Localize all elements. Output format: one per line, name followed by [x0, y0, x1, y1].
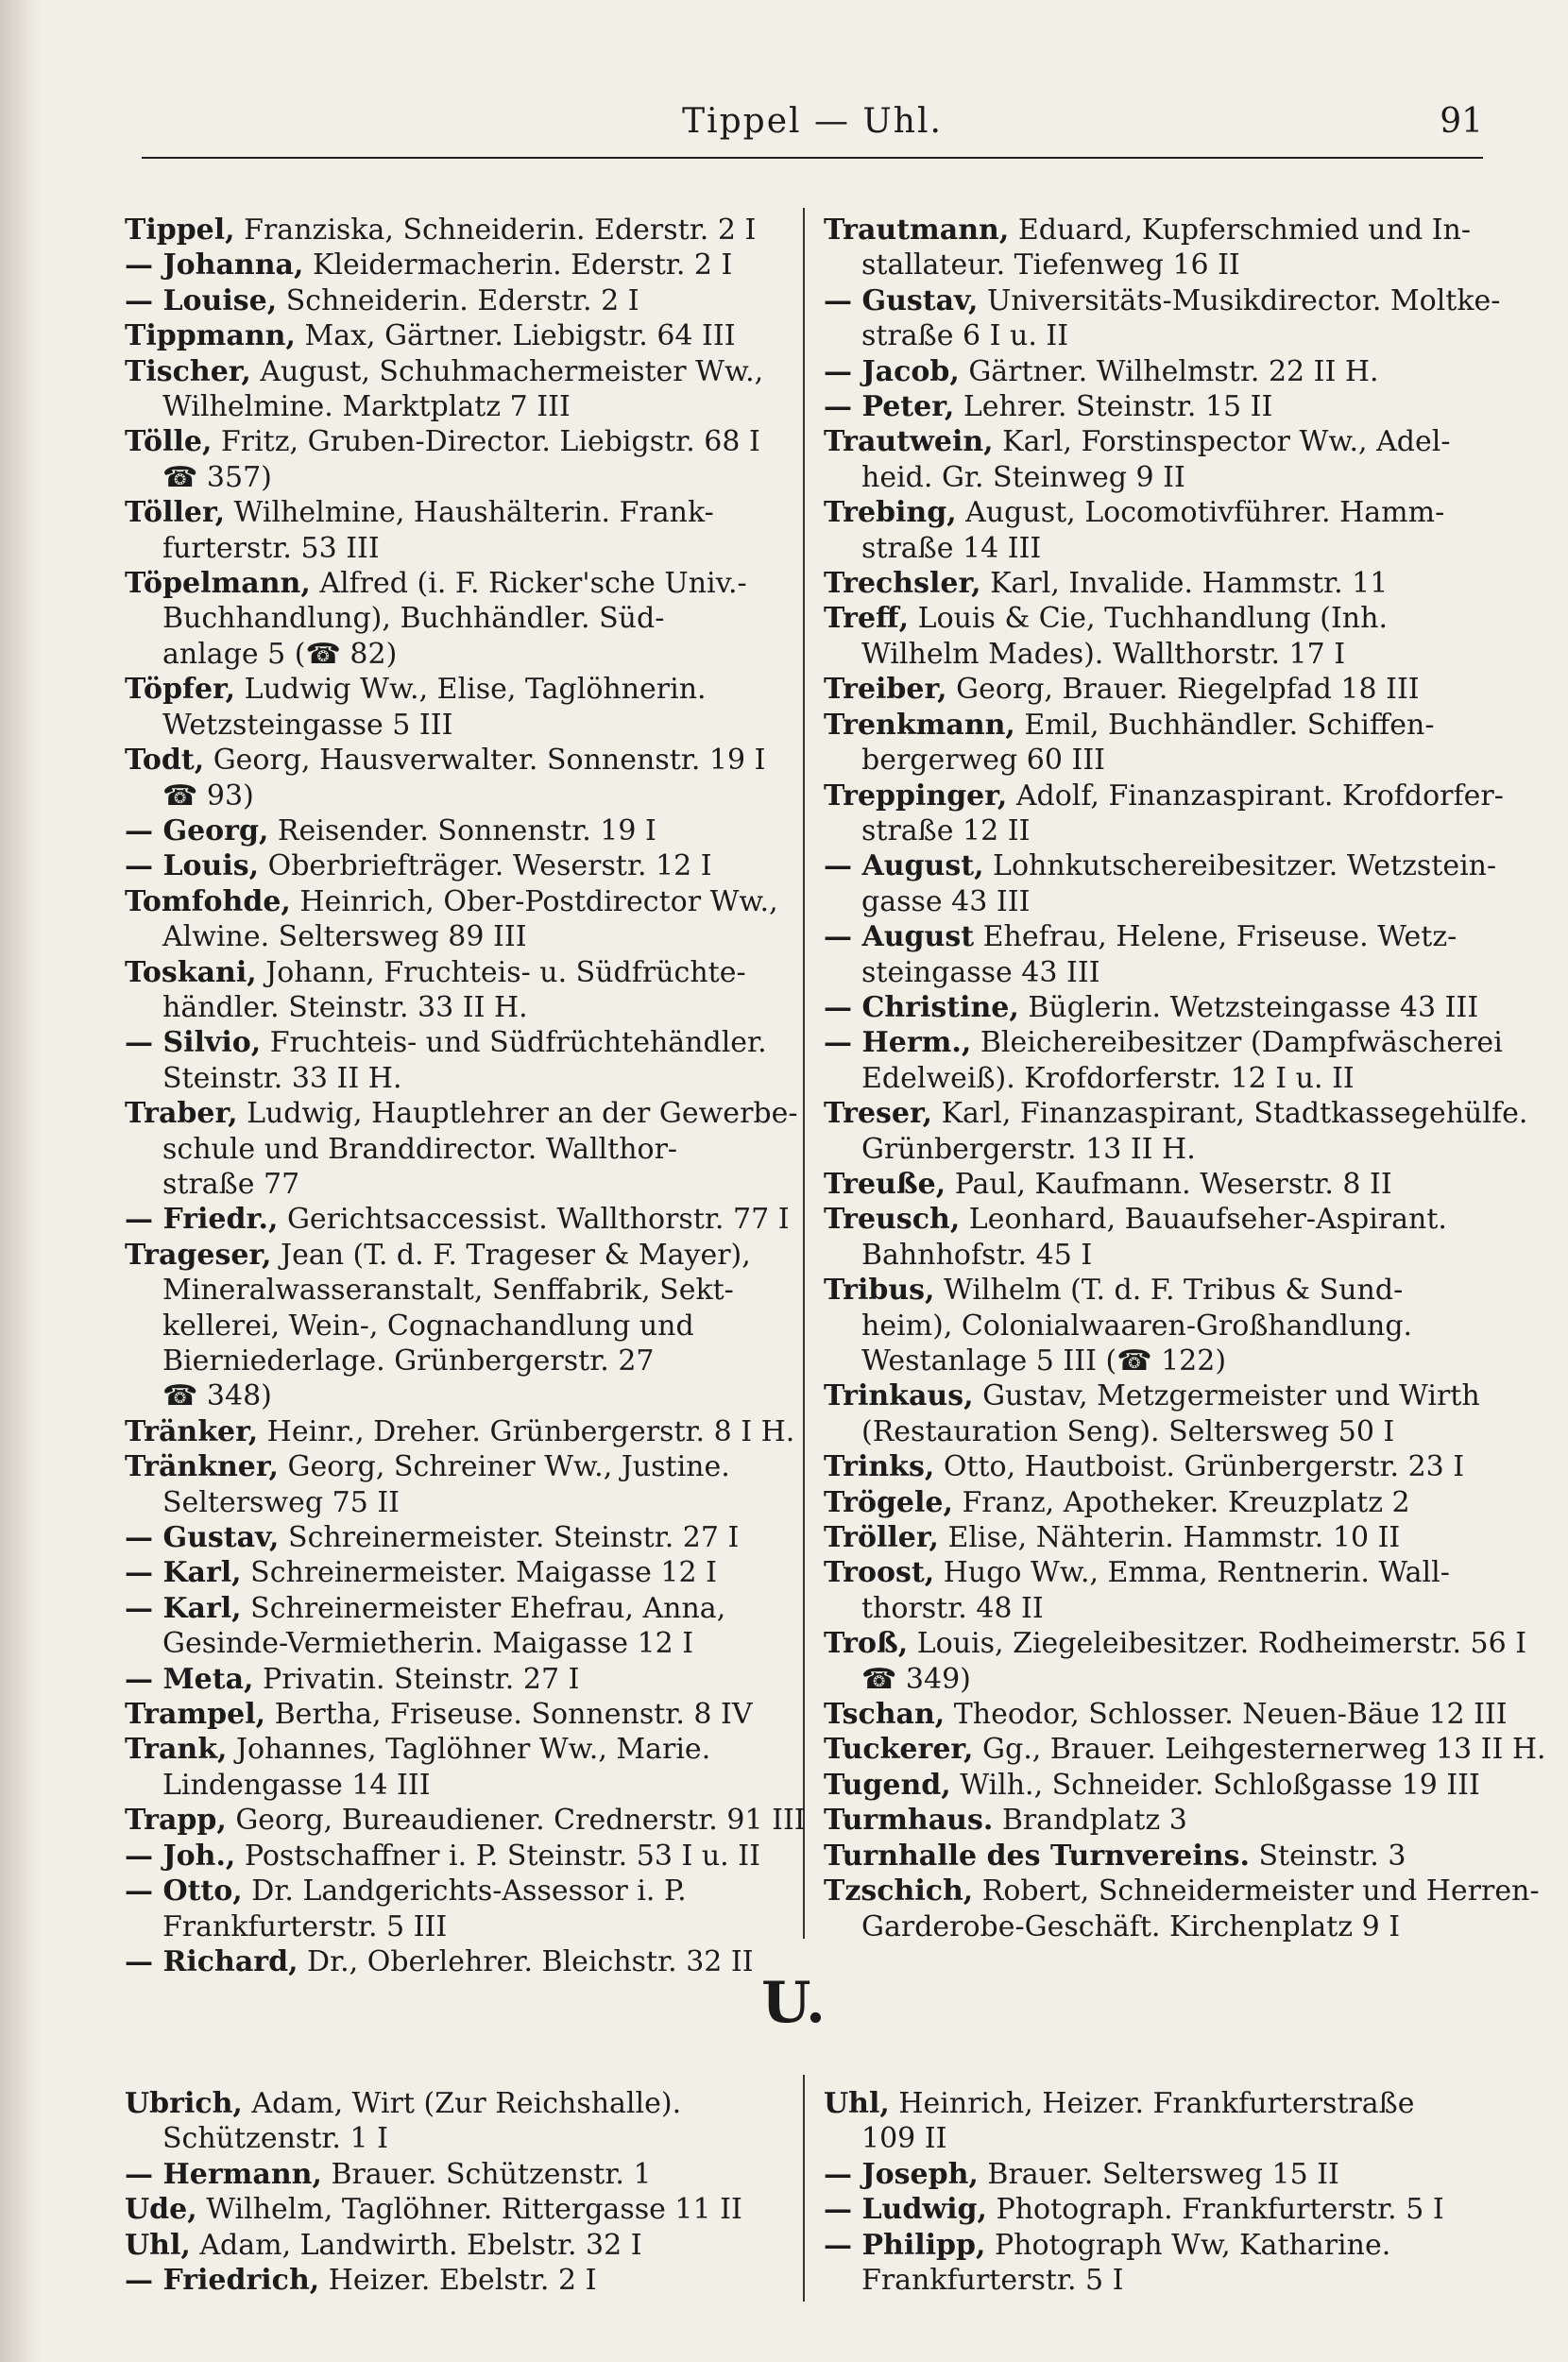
- entry-text: Brauer. Schützenstr. 1: [321, 2157, 652, 2191]
- directory-entry: [125, 1874, 778, 1944]
- entry-continuation: straße 12 II: [861, 813, 1031, 847]
- entry-name: Trautmann,: [824, 214, 1010, 247]
- entry-continuation: Edelweiß). Krofdorferstr. 12 I u. II: [861, 1061, 1355, 1095]
- entry-text: Karl, Finanzaspirant, Stadtkassegehülfe.: [932, 1097, 1528, 1131]
- directory-entry: [125, 2157, 778, 2192]
- directory-entry: [824, 1839, 1496, 1874]
- directory-entry: [125, 2228, 778, 2263]
- entry-continuation: händler. Steinstr. 33 II H.: [162, 990, 528, 1024]
- directory-entry: [824, 1485, 1496, 1520]
- entry-continuation: Garderobe-Geschäft. Kirchenplatz 9 I: [861, 1909, 1401, 1943]
- directory-entry: [824, 1555, 1496, 1626]
- entry-text: Otto, Hautboist. Grünbergerstr. 23 I: [934, 1450, 1465, 1484]
- entry-text: Heinr., Dreher. Grünbergerstr. 8 I H.: [258, 1414, 795, 1448]
- entry-name: — Richard,: [125, 1944, 298, 1978]
- entry-text: Bertha, Friseuse. Sonnenstr. 8 IV: [265, 1698, 753, 1732]
- directory-entry: [125, 2086, 778, 2157]
- entry-text: Theodor, Schlosser. Neuen-Bäue 12 III: [945, 1698, 1508, 1732]
- entry-name: Ude,: [125, 2193, 197, 2227]
- entry-name: Traber,: [125, 1097, 238, 1131]
- entry-text: Wilh., Schneider. Schloßgasse 19 III: [950, 1768, 1480, 1802]
- entry-text: Lohnkutschereibesitzer. Wetzstein-: [983, 849, 1497, 883]
- directory-entry: [824, 672, 1496, 707]
- directory-entry: [824, 1202, 1496, 1273]
- directory-entry: [824, 1449, 1496, 1484]
- entry-name: Trageser,: [125, 1238, 272, 1272]
- directory-entry: [125, 1697, 778, 1732]
- directory-entry: [824, 1273, 1496, 1378]
- entry-text: August, Locomotivführer. Hamm-: [956, 496, 1445, 530]
- directory-entry: [125, 566, 778, 672]
- directory-entry: [824, 708, 1496, 779]
- entry-name: Tröller,: [824, 1521, 939, 1555]
- entry-name: Tränkner,: [125, 1450, 279, 1484]
- entry-name: Tribus,: [824, 1274, 935, 1308]
- directory-entry: [824, 424, 1496, 495]
- entry-name: — Joseph,: [824, 2157, 979, 2191]
- entry-continuation: straße 6 I u. II: [861, 319, 1069, 353]
- entry-name: Trinks,: [824, 1450, 935, 1484]
- entry-text: Karl, Forstinspector Ww., Adel-: [993, 425, 1451, 459]
- directory-entry: [824, 566, 1496, 601]
- directory-entry: [125, 1414, 795, 1449]
- entry-continuation: Frankfurterstr. 5 III: [162, 1909, 448, 1943]
- directory-entry: [125, 354, 778, 425]
- entry-continuation: Schützenstr. 1 I: [162, 2122, 388, 2156]
- entry-text: Fruchteis- und Südfrüchtehändler.: [261, 1026, 767, 1060]
- entry-text: Büglerin. Wetzsteingasse 43 III: [1018, 990, 1479, 1024]
- entry-name: Tischer,: [125, 354, 251, 388]
- entry-name: — Ludwig,: [824, 2193, 987, 2227]
- directory-entry: [824, 283, 1501, 354]
- directory-entry: [824, 213, 1496, 283]
- directory-entry: [125, 1025, 778, 1096]
- entry-name: — August: [824, 920, 975, 954]
- entry-name: Toskani,: [125, 955, 257, 989]
- entry-text: Ehefrau, Helene, Friseuse. Wetz-: [974, 920, 1457, 954]
- entry-name: — Silvio,: [125, 1026, 262, 1060]
- entry-name: — Jacob,: [824, 354, 960, 388]
- column-divider-u: [803, 2075, 805, 2302]
- entry-text: Eduard, Kupferschmied und In-: [1009, 214, 1471, 247]
- column-divider: [803, 208, 805, 1939]
- entry-continuation: straße 14 III: [861, 531, 1042, 565]
- entry-continuation: 109 II: [861, 2122, 947, 2156]
- entry-text: Oberbriefträger. Weserstr. 12 I: [259, 849, 712, 883]
- entry-name: Töpelmann,: [125, 567, 311, 601]
- entry-name: — Joh.,: [125, 1839, 236, 1873]
- entry-name: Treuße,: [824, 1167, 946, 1201]
- entry-text: Gustav, Metzgermeister und Wirth: [973, 1379, 1480, 1413]
- entry-text: Ludwig Ww., Elise, Taglöhnerin.: [235, 673, 707, 707]
- entry-text: Steinstr. 3: [1249, 1839, 1406, 1873]
- directory-entry: [125, 1662, 778, 1697]
- directory-entry: [824, 1732, 1546, 1767]
- entry-continuation: (Restauration Seng). Seltersweg 50 I: [861, 1414, 1395, 1448]
- directory-entry: [125, 283, 778, 318]
- directory-entry: [125, 1520, 778, 1555]
- entry-text: Lehrer. Steinstr. 15 II: [954, 390, 1273, 424]
- entry-text: Brandplatz 3: [993, 1804, 1187, 1838]
- entry-continuation: Frankfurterstr. 5 I: [861, 2264, 1124, 2298]
- directory-entry: [125, 672, 778, 743]
- entry-name: — Otto,: [125, 1874, 243, 1908]
- entry-continuation: heid. Gr. Steinweg 9 II: [861, 460, 1185, 494]
- directory-entry: [125, 1803, 806, 1838]
- entry-name: — Gustav,: [824, 283, 979, 317]
- entry-text: Photograph. Frankfurterstr. 5 I: [986, 2193, 1444, 2227]
- entry-text: Hugo Ww., Emma, Rentnerin. Wall-: [934, 1556, 1450, 1590]
- entry-continuation: Gesinde-Vermietherin. Maigasse 12 I: [162, 1627, 694, 1661]
- entry-name: Trampel,: [125, 1698, 266, 1732]
- entry-name: — Friedrich,: [125, 2264, 320, 2298]
- entry-continuation: Lindengasse 14 III: [162, 1768, 431, 1802]
- entry-name: — Karl,: [125, 1556, 242, 1590]
- entry-text: Johann, Fruchteis- u. Südfrüchte-: [256, 955, 746, 989]
- directory-entry: [824, 1167, 1496, 1202]
- entry-text: Jean (T. d. F. Trageser & Mayer),: [271, 1238, 751, 1272]
- entry-name: Tschan,: [824, 1698, 946, 1732]
- directory-entry: [824, 1626, 1527, 1697]
- directory-entry: [125, 743, 778, 813]
- entry-text: August, Schuhmachermeister Ww.,: [250, 354, 764, 388]
- directory-entry: [125, 955, 778, 1026]
- directory-entry: [824, 1096, 1528, 1167]
- entry-name: Treser,: [824, 1097, 933, 1131]
- entry-text: Leonhard, Bauaufseher-Aspirant.: [960, 1203, 1447, 1237]
- entry-text: Louis, Ziegeleibesitzer. Rodheimerstr. 56 I: [908, 1627, 1527, 1661]
- directory-entry: [824, 919, 1496, 990]
- entry-text: Georg, Bureaudiener. Crednerstr. 91 III: [226, 1804, 806, 1838]
- entry-name: — Friedr.,: [125, 1203, 279, 1237]
- entry-name: Tippel,: [125, 214, 235, 247]
- directory-entry: [824, 1378, 1496, 1449]
- entry-name: Tomfohde,: [125, 884, 291, 918]
- header-rule: [142, 157, 1483, 159]
- entry-name: Trapp,: [125, 1804, 227, 1838]
- entry-continuation: Buchhandlung), Buchhändler. Süd-: [162, 602, 665, 636]
- entry-text: Louis & Cie, Tuchhandlung (Inh.: [909, 602, 1388, 636]
- directory-entry: [125, 1202, 790, 1237]
- entry-name: Trautwein,: [824, 425, 994, 459]
- entry-name: Turnhalle des Turnvereins.: [824, 1839, 1250, 1873]
- entry-text: Johannes, Taglöhner Ww., Marie.: [227, 1733, 711, 1767]
- directory-entry: [125, 1449, 778, 1520]
- entry-continuation: stallateur. Tiefenweg 16 II: [861, 248, 1240, 282]
- entry-text: Karl, Invalide. Hammstr. 11: [980, 567, 1389, 601]
- entry-text: Heinrich, Heizer. Frankfurterstraße: [889, 2087, 1415, 2120]
- directory-entry: [824, 354, 1496, 389]
- directory-entry: [125, 848, 778, 883]
- entry-name: Tuckerer,: [824, 1733, 974, 1767]
- directory-entry: [125, 884, 778, 955]
- directory-entry: [125, 1591, 778, 1662]
- directory-entry: [125, 424, 778, 495]
- entry-text: Gg., Brauer. Leihgesternerweg 13 II H.: [973, 1733, 1546, 1767]
- entry-text: Wilhelm (T. d. F. Tribus & Sund-: [934, 1274, 1404, 1308]
- entry-name: Troost,: [824, 1556, 935, 1590]
- entry-name: Troß,: [824, 1627, 909, 1661]
- entry-name: Ubrich,: [125, 2087, 243, 2120]
- entry-text: Fritz, Gruben-Director. Liebigstr. 68 I: [212, 425, 760, 459]
- entry-text: Photograph Ww, Katharine.: [985, 2228, 1391, 2262]
- directory-entry: [824, 2192, 1496, 2227]
- entry-continuation: Wilhelmine. Marktplatz 7 III: [162, 390, 571, 424]
- entry-text: Heinrich, Ober-Postdirector Ww.,: [290, 884, 778, 918]
- entry-text: Gerichtsaccessist. Wallthorstr. 77 I: [278, 1203, 790, 1237]
- entry-continuation: ☎ 357): [162, 460, 272, 494]
- entry-text: Adam, Wirt (Zur Reichshalle).: [242, 2087, 682, 2120]
- entry-text: Schreinermeister. Steinstr. 27 I: [279, 1521, 740, 1555]
- entry-continuation: ☎ 349): [861, 1662, 971, 1696]
- left-column: [125, 213, 806, 1979]
- directory-entry: [824, 848, 1496, 919]
- directory-entry: [824, 1025, 1503, 1096]
- entry-name: Trechsler,: [824, 567, 981, 601]
- binding-edge: [0, 0, 42, 2362]
- running-title: Tippel — Uhl.: [682, 102, 943, 141]
- entry-name: Trinkaus,: [824, 1379, 974, 1413]
- entry-continuation: Alwine. Seltersweg 89 III: [162, 920, 527, 954]
- entry-name: Trögele,: [824, 1485, 953, 1519]
- entry-name: — Johanna,: [125, 248, 304, 282]
- entry-text: Alfred (i. F. Ricker'sche Univ.-: [310, 567, 747, 601]
- entry-continuation: gasse 43 III: [861, 884, 1031, 918]
- directory-entry: [125, 813, 778, 848]
- directory-entry: [824, 1768, 1496, 1803]
- entry-name: Trank,: [125, 1733, 228, 1767]
- entry-name: — Herm.,: [824, 1026, 972, 1060]
- entry-text: Ludwig, Hauptlehrer an der Gewerbe-: [237, 1097, 798, 1131]
- entry-name: Tzschich,: [824, 1874, 974, 1908]
- entry-continuation: Bahnhofstr. 45 I: [861, 1238, 1093, 1272]
- entry-name: Treppinger,: [824, 779, 1008, 813]
- directory-entry: [125, 1944, 778, 1979]
- entry-name: — Meta,: [125, 1662, 254, 1696]
- directory-entry: [125, 1732, 778, 1803]
- directory-entry: [125, 2192, 778, 2227]
- entry-continuation: Grünbergerstr. 13 II H.: [861, 1132, 1196, 1166]
- entry-text: Georg, Brauer. Riegelpfad 18 III: [946, 673, 1420, 707]
- entry-name: — Peter,: [824, 390, 955, 424]
- entry-text: Adolf, Finanzaspirant. Krofdorfer-: [1007, 779, 1504, 813]
- directory-entry: [125, 318, 778, 353]
- entry-name: — August,: [824, 849, 984, 883]
- entry-continuation: heim), Colonialwaaren-Großhandlung.: [861, 1309, 1413, 1343]
- entry-text: Wilhelmine, Haushälterin. Frank-: [225, 496, 714, 530]
- entry-continuation: Bierniederlage. Grünbergerstr. 27: [162, 1344, 655, 1378]
- entry-continuation: ☎ 348): [162, 1379, 272, 1413]
- entry-name: — Georg,: [125, 813, 269, 847]
- entry-name: — Louise,: [125, 283, 278, 317]
- directory-entry: [824, 2228, 1496, 2299]
- entry-continuation: anlage 5 (☎ 82): [162, 637, 398, 671]
- page-number: 91: [1440, 102, 1483, 141]
- entry-name: Tränker,: [125, 1414, 259, 1448]
- entry-text: Franz, Apotheker. Kreuzplatz 2: [952, 1485, 1410, 1519]
- entry-continuation: furterstr. 53 III: [162, 531, 380, 565]
- entry-name: — Philipp,: [824, 2228, 986, 2262]
- directory-entry: [824, 990, 1496, 1025]
- entry-text: Heizer. Ebelstr. 2 I: [319, 2264, 597, 2298]
- directory-entry: [125, 248, 778, 282]
- directory-entry: [824, 601, 1496, 672]
- entry-text: Schreinermeister. Maigasse 12 I: [241, 1556, 717, 1590]
- entry-text: Kleidermacherin. Ederstr. 2 I: [303, 248, 733, 282]
- entry-name: Uhl,: [125, 2228, 191, 2262]
- entry-continuation: steingasse 43 III: [861, 955, 1100, 989]
- entry-text: Wilhelm, Taglöhner. Rittergasse 11 II: [196, 2193, 742, 2227]
- entry-text: Reisender. Sonnenstr. 19 I: [268, 813, 656, 847]
- entry-name: Turmhaus.: [824, 1804, 994, 1838]
- directory-entry: [125, 1096, 798, 1202]
- entry-text: Robert, Schneidermeister und Herren-: [973, 1874, 1540, 1908]
- entry-continuation: Westanlage 5 III (☎ 122): [861, 1344, 1227, 1378]
- directory-entry: [824, 2157, 1496, 2192]
- entry-name: Tölle,: [125, 425, 213, 459]
- entry-continuation: Seltersweg 75 II: [162, 1485, 401, 1519]
- directory-entry: [824, 495, 1496, 566]
- u-left-column: [125, 2086, 778, 2298]
- entry-continuation: kellerei, Wein-, Cognachandlung und: [162, 1309, 694, 1343]
- entry-continuation: bergerweg 60 III: [861, 744, 1106, 778]
- entry-continuation: ☎ 93): [162, 779, 254, 813]
- entry-text: Schreinermeister Ehefrau, Anna,: [241, 1591, 726, 1625]
- entry-name: Treusch,: [824, 1203, 961, 1237]
- entry-name: — Karl,: [125, 1591, 242, 1625]
- entry-text: Privatin. Steinstr. 27 I: [253, 1662, 580, 1696]
- entry-text: Paul, Kaufmann. Weserstr. 8 II: [946, 1167, 1392, 1201]
- entry-name: Todt,: [125, 744, 205, 778]
- entry-name: Töpfer,: [125, 673, 236, 707]
- entry-text: Adam, Landwirth. Ebelstr. 32 I: [190, 2228, 642, 2262]
- entry-name: Trenkmann,: [824, 708, 1015, 742]
- entry-text: Brauer. Seltersweg 15 II: [978, 2157, 1339, 2191]
- entry-continuation: Wilhelm Mades). Wallthorstr. 17 I: [861, 637, 1346, 671]
- directory-entry: [824, 389, 1496, 424]
- directory-entry: [125, 495, 778, 566]
- directory-entry: [125, 1839, 778, 1874]
- entry-text: Emil, Buchhändler. Schiffen-: [1014, 708, 1435, 742]
- entry-name: Tippmann,: [125, 319, 296, 353]
- entry-continuation: Mineralwasseranstalt, Senffabrik, Sekt-: [162, 1274, 734, 1308]
- entry-name: Treiber,: [824, 673, 947, 707]
- entry-text: Postschaffner i. P. Steinstr. 53 I u. II: [235, 1839, 760, 1873]
- entry-name: Trebing,: [824, 496, 957, 530]
- entry-continuation: thorstr. 48 II: [861, 1591, 1044, 1625]
- directory-entry: [824, 2086, 1496, 2157]
- entry-name: Uhl,: [824, 2087, 890, 2120]
- directory-entry: [125, 1238, 778, 1414]
- entry-text: Bleichereibesitzer (Dampfwäscherei: [971, 1026, 1503, 1060]
- directory-entry: [824, 1874, 1540, 1944]
- entry-text: Franziska, Schneiderin. Ederstr. 2 I: [234, 214, 757, 247]
- entry-text: Georg, Hausverwalter. Sonnenstr. 19 I: [204, 744, 766, 778]
- entry-name: — Louis,: [125, 849, 260, 883]
- section-letter-u: U.: [761, 1970, 826, 2036]
- directory-entry: [125, 2263, 778, 2298]
- entry-continuation: Wetzsteingasse 5 III: [162, 708, 453, 742]
- entry-text: Universitäts-Musikdirector. Moltke-: [978, 283, 1501, 317]
- directory-entry: [824, 1520, 1496, 1555]
- entry-name: Treff,: [824, 602, 910, 636]
- entry-name: — Hermann,: [125, 2157, 322, 2191]
- directory-entry: [125, 213, 778, 248]
- entry-name: — Christine,: [824, 990, 1019, 1024]
- entry-text: Dr. Landgerichts-Assessor i. P.: [242, 1874, 687, 1908]
- entry-name: Tugend,: [824, 1768, 951, 1802]
- entry-text: Georg, Schreiner Ww., Justine.: [278, 1450, 730, 1484]
- entry-name: — Gustav,: [125, 1521, 280, 1555]
- directory-entry: [824, 1697, 1508, 1732]
- directory-entry: [125, 1555, 778, 1590]
- directory-entry: [824, 779, 1504, 849]
- entry-text: Gärtner. Wilhelmstr. 22 II H.: [959, 354, 1379, 388]
- right-column: [824, 213, 1546, 1944]
- entry-name: Töller,: [125, 496, 226, 530]
- entry-continuation: schule und Branddirector. Wallthor-: [162, 1132, 678, 1166]
- u-right-column: [824, 2086, 1496, 2298]
- entry-continuation: Steinstr. 33 II H.: [162, 1061, 402, 1095]
- entry-text: Dr., Oberlehrer. Bleichstr. 32 II: [298, 1944, 754, 1978]
- directory-entry: [824, 1803, 1496, 1838]
- entry-text: Schneiderin. Ederstr. 2 I: [277, 283, 639, 317]
- entry-text: Max, Gärtner. Liebigstr. 64 III: [295, 319, 736, 353]
- entry-text: Elise, Nähterin. Hammstr. 10 II: [938, 1521, 1401, 1555]
- page-header: [142, 102, 1483, 149]
- entry-continuation: straße 77: [162, 1167, 300, 1201]
